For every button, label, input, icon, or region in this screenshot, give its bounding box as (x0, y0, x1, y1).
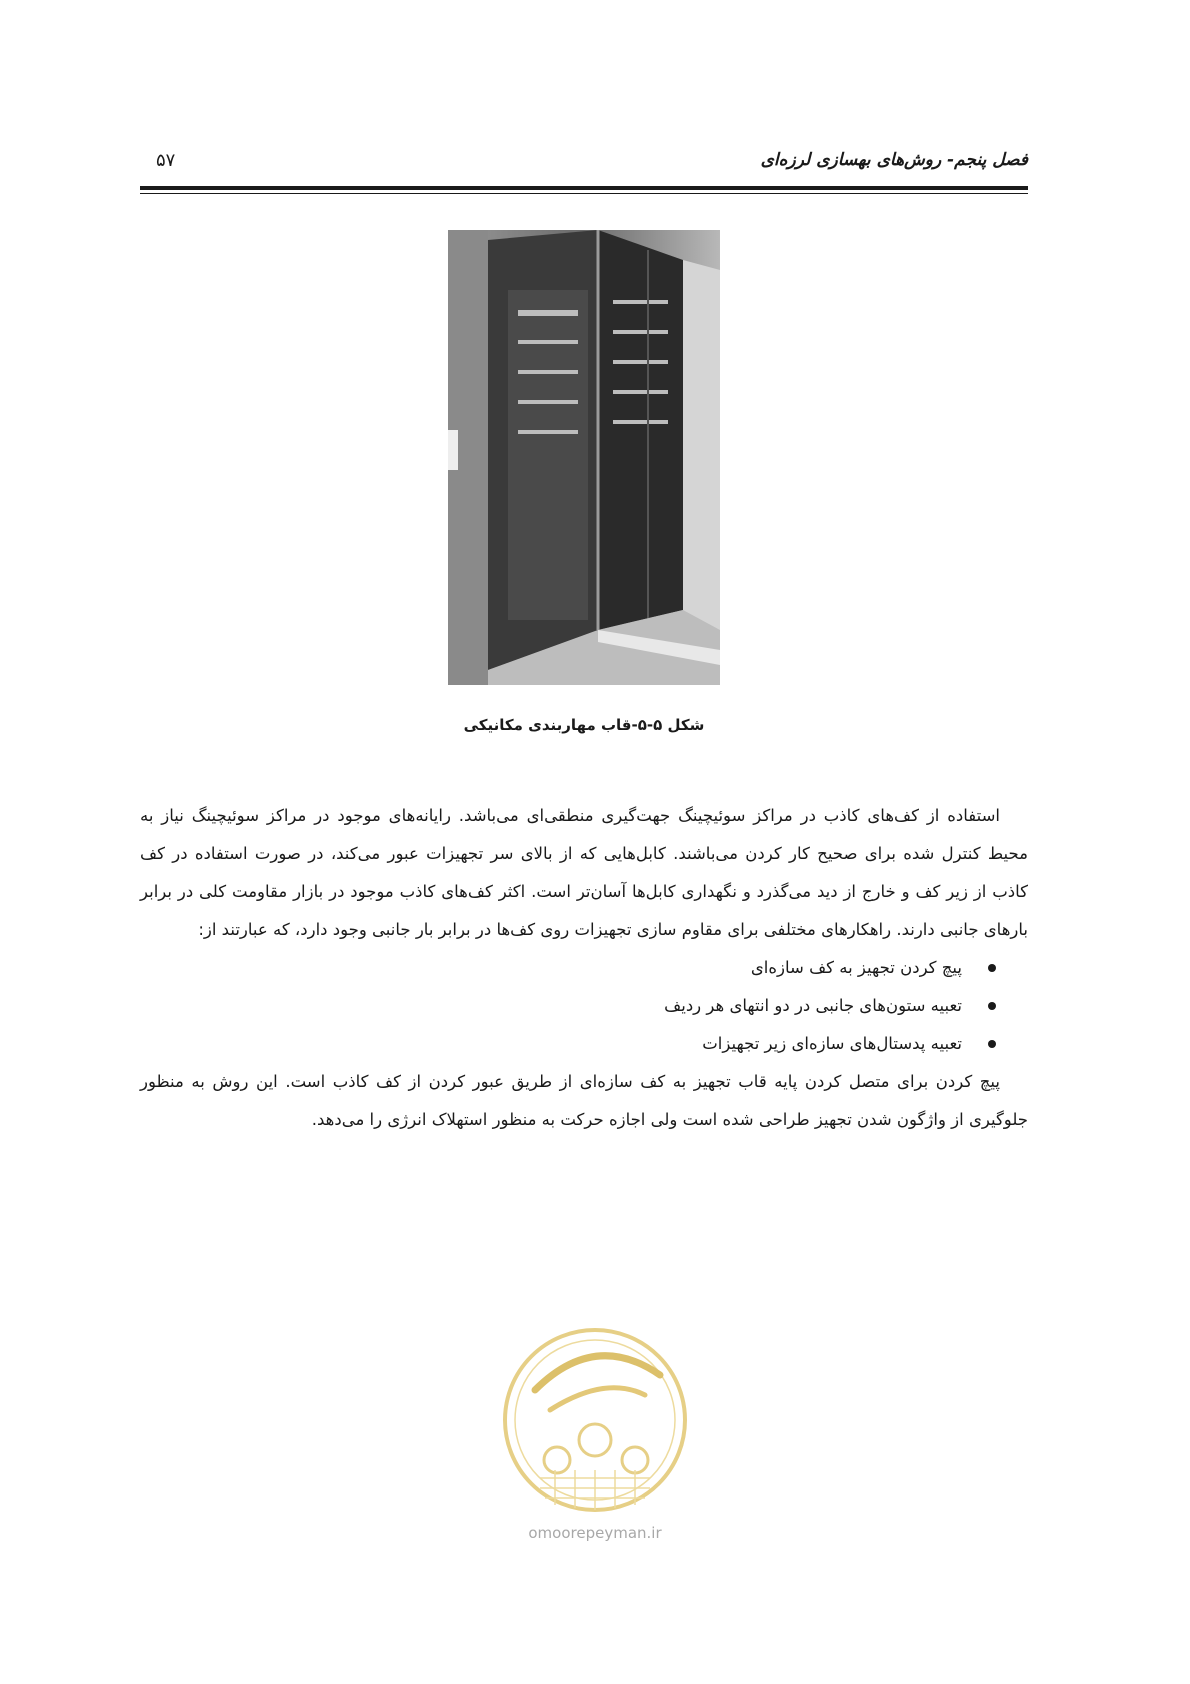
server-racks-photo (448, 230, 720, 685)
omoorepeyman-seal-icon (495, 1320, 695, 1520)
bullet-dot-icon (988, 1040, 996, 1048)
figure-caption: شکل ۵-۵-قاب مهاربندی مکانیکی (463, 716, 705, 734)
header-rule-thick (140, 186, 1028, 190)
bullet-item (140, 949, 996, 987)
watermark (495, 1320, 695, 1560)
header-rule-thin (140, 193, 1028, 194)
watermark-site: omoorepeyman.ir (528, 1524, 662, 1542)
bullet-text: تعبیه پدستال‌های سازه‌ای زیر تجهیزات (702, 1034, 962, 1053)
paragraph-bolting: پیچ کردن برای متصل کردن پایه قاب تجهیز به کف سازه‌ای از طریق عبور کردن از کف کاذب است. این روش به منظور جلوگیری از واژگون شدن تجهیز طراحی شده است ولی اجازه حرکت به منظور استهلاک انرژی را می‌دهد. (140, 1072, 1028, 1129)
bullet-item (140, 1025, 996, 1063)
figure-photo (448, 230, 720, 685)
bullet-text: تعبیه ستون‌های جانبی در دو انتهای هر ردیف (664, 996, 962, 1015)
bullet-dot-icon (988, 964, 996, 972)
bullet-text: پیچ کردن تجهیز به کف سازه‌ای (750, 958, 962, 977)
page-number: ۵۷ (156, 150, 176, 171)
page-header (140, 150, 1028, 180)
bullet-list (140, 949, 1028, 1063)
chapter-title: فصل پنجم- روش‌های بهسازی لرزه‌ای (760, 150, 1028, 170)
bullet-item (140, 987, 996, 1025)
paragraph-intro: استفاده از کف‌های کاذب در مراکز سوئیچینگ جهت‌گیری منطقی‌ای می‌باشد. رایانه‌های موجود در مراکز سوئیچینگ نیاز به محیط کنترل شده برای صحیح کار کردن می‌باشند. کابل‌هایی که از بالای سر تجهیزات عبور می‌کند، در صورت استفاده در کف کاذب از زیر کف و خارج از دید می‌گذرد و نگهداری کابل‌ها آسان‌تر است. اکثر کف‌های کاذب موجود در بازار مقاومت کلی در برابر بارهای جانبی دارند. راهکارهای مختلفی برای مقاوم سازی تجهیزات روی کف‌ها در برابر بار جانبی وجود دارد، که عبارتند از: (140, 806, 1028, 939)
body-text (140, 797, 1028, 1139)
bullet-dot-icon (988, 1002, 996, 1010)
